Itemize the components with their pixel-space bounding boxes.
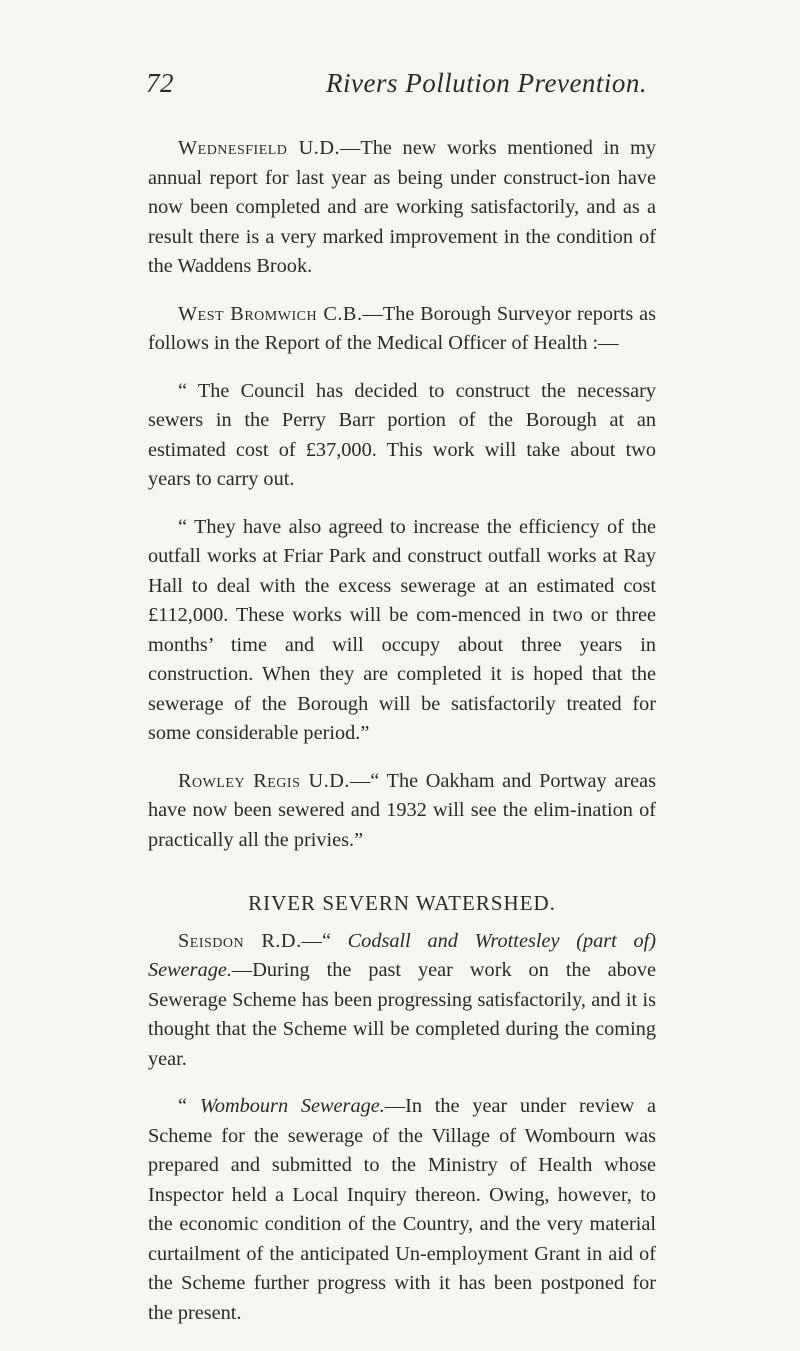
paragraph-west-bromwich <box>148 300 656 359</box>
paragraph-council-sewers: “ The Council has decided to construct the necessary sewers in the Perry Barr portion of the Borough at an estimated cost of £37,000. This work will take about two years to carry out. <box>148 379 656 490</box>
section-heading: RIVER SEVERN WATERSHED. <box>248 891 556 915</box>
district-name: Seisdon R.D. <box>178 929 302 952</box>
body-text <box>148 134 656 1346</box>
paragraph-text: —In the year under review a Scheme for the sewerage of the Village of Wombourn was prepared and submitted to the Ministry of Health whose Inspector held a Local Inquiry thereon. Owing, however, to the economic condition of the Country, and the very material curtailment of the anticipated Un-employment Grant in aid of the Scheme further progress with it has been postponed for the present. <box>148 1095 657 1324</box>
quote-open: —“ <box>301 929 348 952</box>
scheme-title: Wombourn Sewerage. <box>199 1095 385 1117</box>
paragraph-text: —The Borough Surveyor reports as follows in the Report of the Medical Officer of Health :— <box>148 302 656 354</box>
paragraph-rowley-regis <box>148 767 656 856</box>
paragraph-text: —During the past year work on the above Sewerage Scheme has been progressing satisfactorily, and it is thought that the Scheme will be completed during the coming year. <box>148 959 656 1070</box>
paragraph-wombourn <box>148 1092 656 1328</box>
district-name: Rowley Regis U.D. <box>178 769 350 792</box>
district-name: West Bromwich C.B. <box>178 302 363 325</box>
running-title: Rivers Pollution Prevention. <box>326 68 648 98</box>
page-number: 72 <box>146 68 174 98</box>
paragraph-seisdon <box>148 927 656 1075</box>
paragraph-text: —“ The Oakham and Portway areas have now been sewered and 1932 will see the elim-ination of practically all the privies.” <box>148 769 657 851</box>
scheme-title: Codsall and Wrottesley (part of) Sewerage. <box>148 929 657 981</box>
paragraph-text: —The new works mentioned in my annual report for last year as being under construct-ion have now been completed and are working satisfactorily, and as a result there is a very marked improvement in the condition of the Waddens Brook. <box>148 137 656 277</box>
quote-open: “ <box>178 1095 200 1117</box>
district-name: Wednesfield U.D. <box>178 137 341 159</box>
paragraph-outfall-works: “ They have also agreed to increase the efficiency of the outfall works at Friar Park and construct outfall works at Ray Hall to deal with the excess sewerage at an estimated cost £112,000. These works will be com-menced in two or three months’ time and will occupy about three years in construction. When they are completed it is hoped that the sewerage of the Borough will be satisfactorily treated for some considerable period.” <box>148 515 656 744</box>
paragraph-wednesfield <box>148 134 656 282</box>
